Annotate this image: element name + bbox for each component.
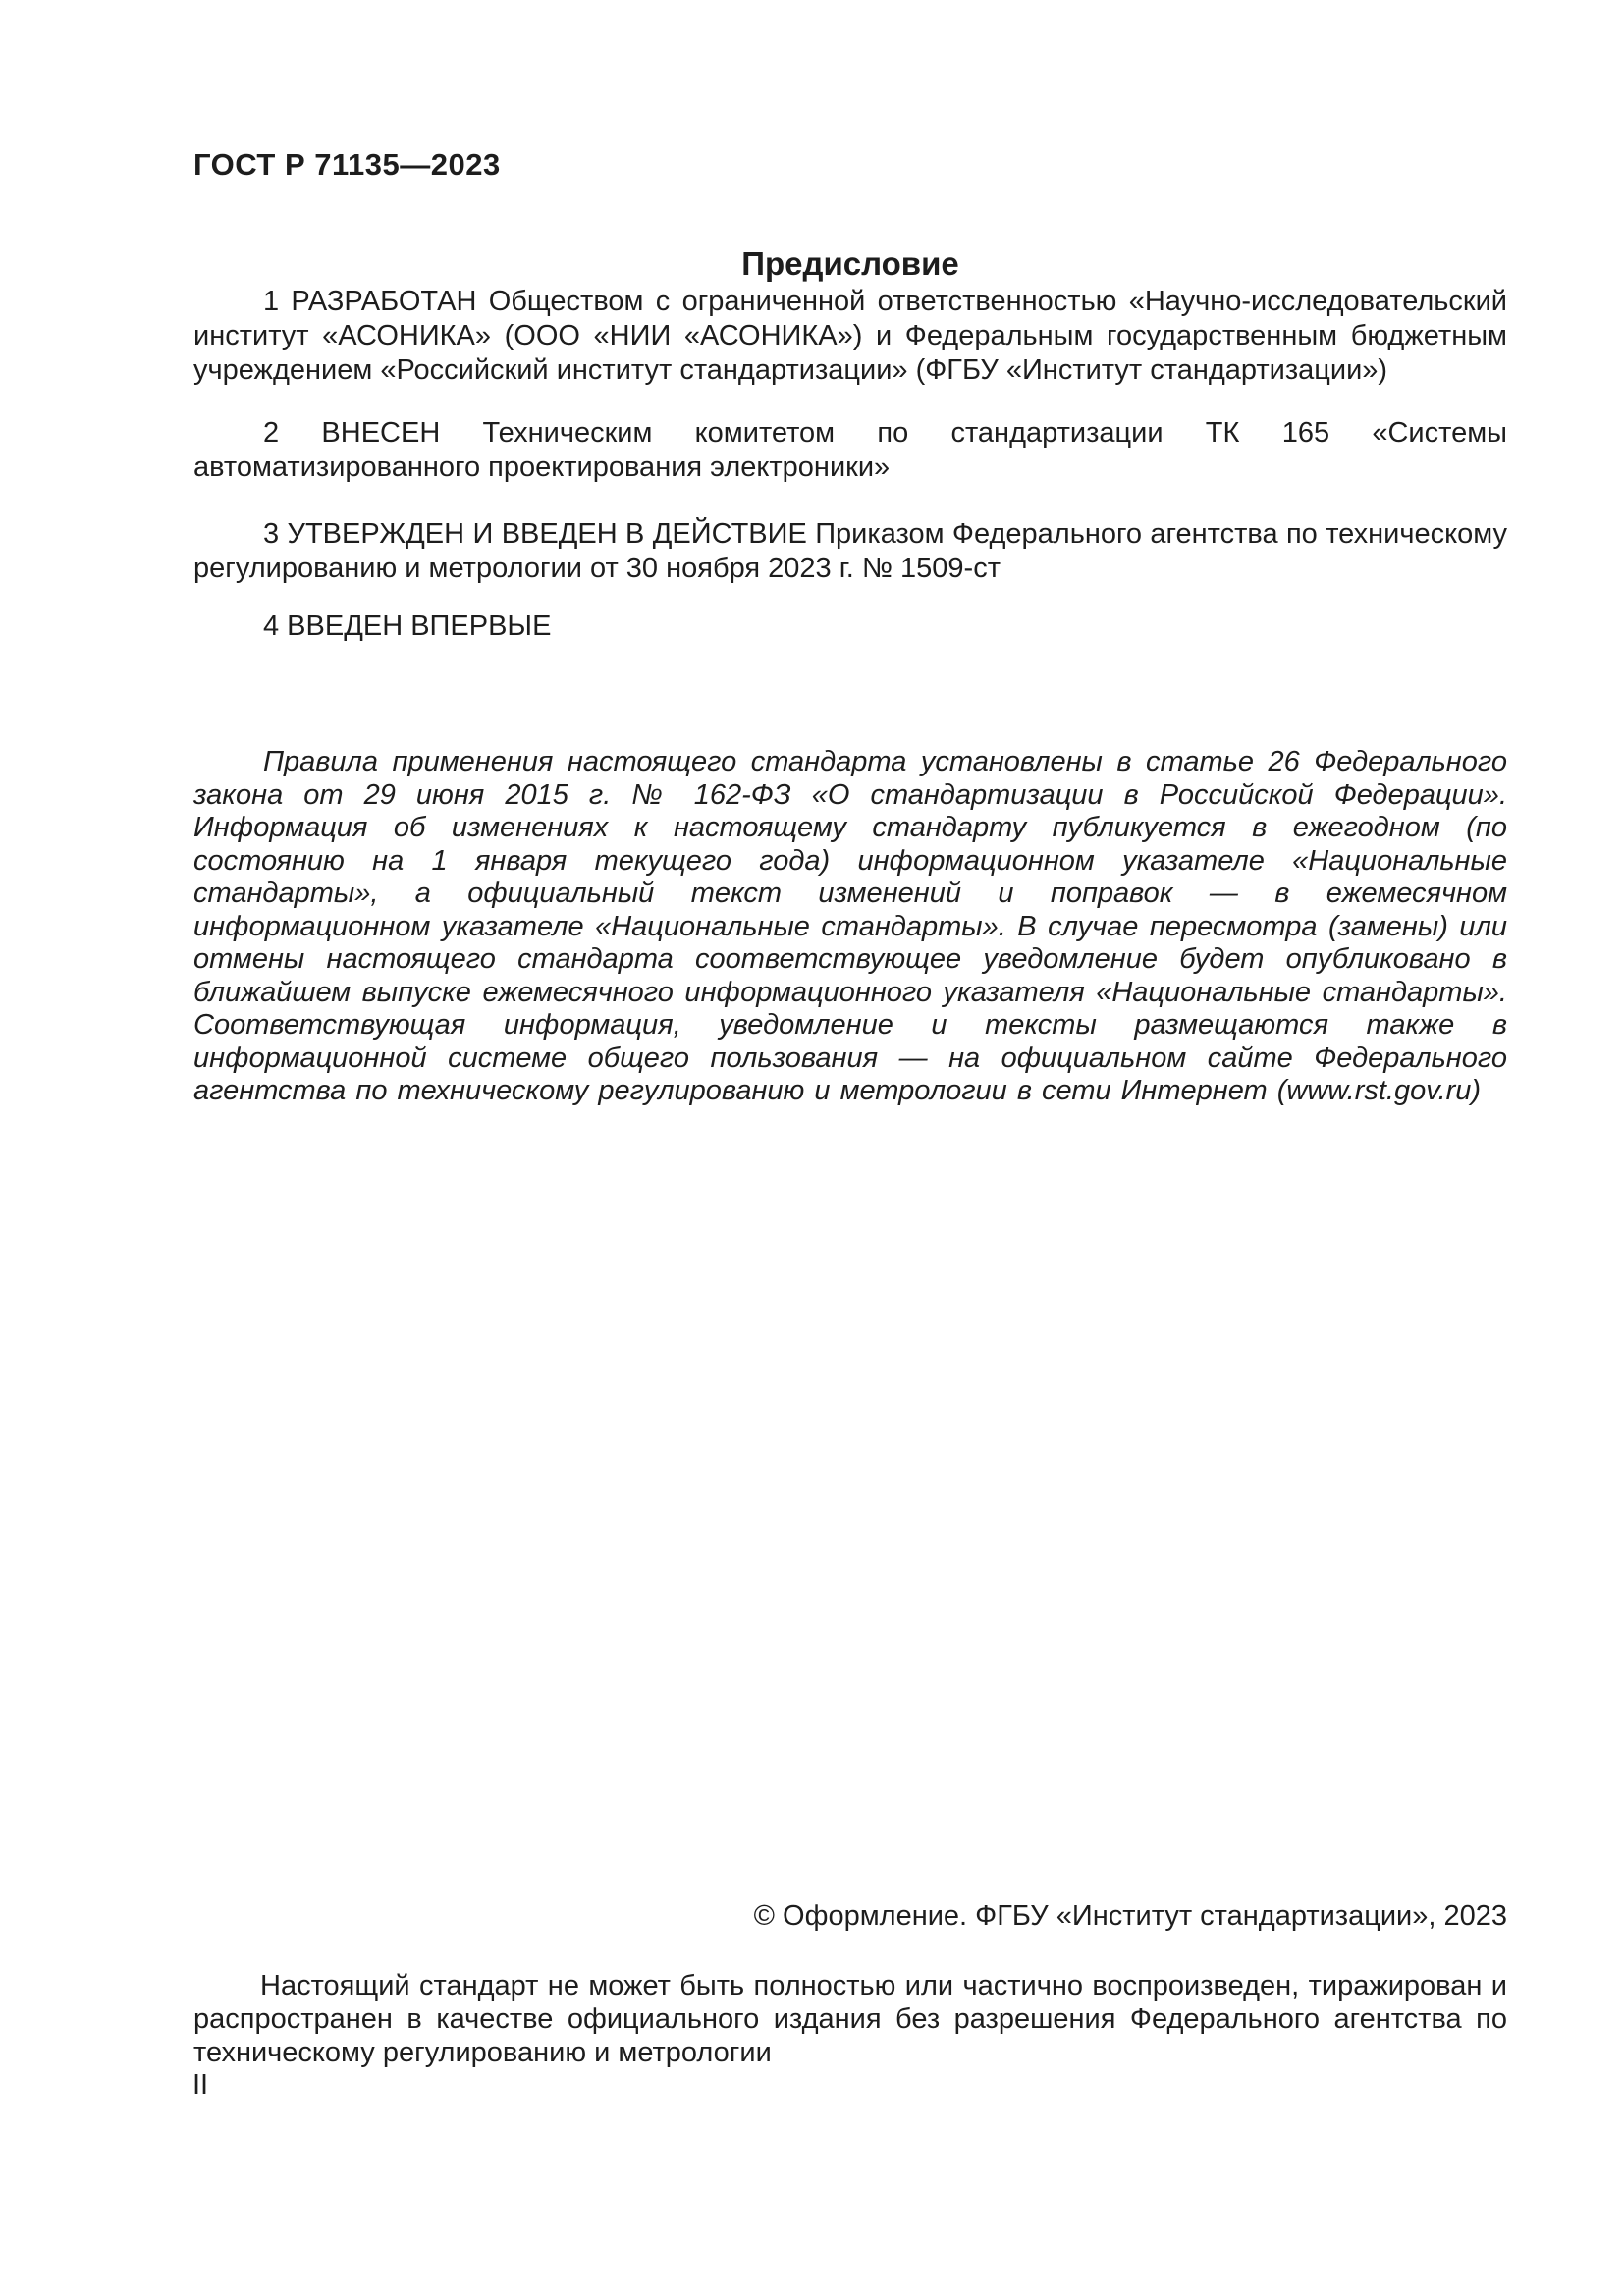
page-title: Предисловие <box>741 245 959 283</box>
foreword-item-submitted: 2 ВНЕСЕН Техническим комитетом по стандартизации ТК 165 «Системы автоматизированного проектирования электроники» <box>193 417 1507 483</box>
foreword-item-approved: 3 УТВЕРЖДЕН И ВВЕДЕН В ДЕЙСТВИЕ Приказом Федерального агентства по техническому регулированию и метрологии от 30 ноября 2023 г. № 1509-ст <box>193 518 1507 584</box>
application-rules-note: Правила применения настоящего стандарта установлены в статье 26 Федерального закона от 29 июня 2015 г. № 162-ФЗ «О стандартизации в Российской Федерации». Информация об изменениях к настоящему стандарту публикуется в ежегодном (по состоянию на 1 января текущего года) информационном указателе «Национальные стандарты», а официальный текст изменений и поправок — в ежемесячном информационном указателе «Национальные стандарты». В случае пересмотра (замены) или отмены настоящего стандарта соответствующее уведомление будет опубликовано в ближайшем выпуске ежемесячного информационного указателя «Национальные стандарты». Соответствующая информация, уведомление и тексты размещаются также в информационной системе общего пользования — на официальном сайте Федерального агентства по техническому регулированию и метрологии в сети Интернет (www.rst.gov.ru) <box>193 746 1507 1106</box>
copyright-line: © Оформление. ФГБУ «Институт стандартизации», 2023 <box>753 1900 1507 1932</box>
reproduction-restriction-note: Настоящий стандарт не может быть полностью или частично воспроизведен, тиражирован и распространен в качестве официального издания без разрешения Федерального агентства по техническому регулированию и метрологии <box>193 1970 1507 2068</box>
foreword-item-first-edition: 4 ВВЕДЕН ВПЕРВЫЕ <box>263 611 552 642</box>
standard-designation: ГОСТ Р 71135—2023 <box>193 147 501 182</box>
foreword-item-developed: 1 РАЗРАБОТАН Обществом с ограниченной ответственностью «Научно-исследовательский институт «АСОНИКА» (ООО «НИИ «АСОНИКА») и Федеральным государственным бюджетным учреждением «Российский институт стандартизации» (ФГБУ «Институт стандартизации») <box>193 286 1507 386</box>
page-number: II <box>192 2069 209 2101</box>
